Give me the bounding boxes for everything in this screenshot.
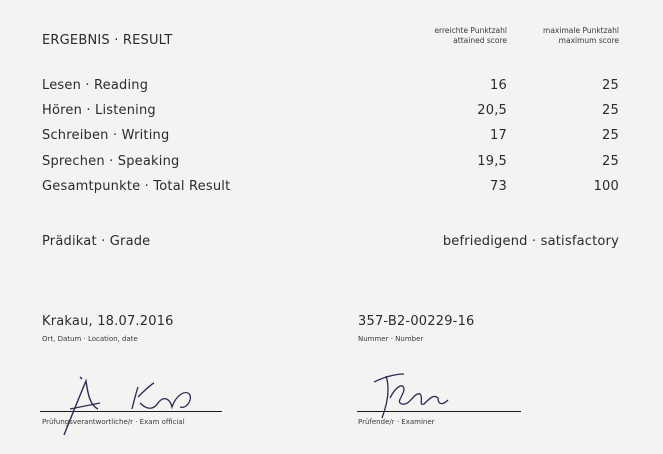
row-attained-total: 73 (490, 179, 507, 194)
row-max-listening: 25 (602, 103, 619, 118)
examiner-signature-caption: Prüfende/r · Examiner (358, 418, 435, 426)
place-date-value: Krakau, 18.07.2016 (42, 314, 174, 329)
grade-label: Prädikat · Grade (42, 234, 151, 249)
official-signature-caption: Prüfungsverantwortliche/r · Exam official (42, 418, 185, 426)
row-attained-reading: 16 (490, 78, 507, 93)
row-label-reading: Lesen · Reading (42, 78, 149, 93)
row-attained-listening: 20,5 (477, 103, 507, 118)
row-max-writing: 25 (602, 128, 619, 143)
place-date-caption: Ort, Datum · Location, date (42, 335, 138, 343)
row-max-reading: 25 (602, 78, 619, 93)
row-label-listening: Hören · Listening (42, 103, 156, 118)
row-label-total: Gesamtpunkte · Total Result (42, 179, 231, 194)
row-attained-writing: 17 (490, 128, 507, 143)
row-attained-speaking: 19,5 (477, 154, 507, 169)
row-max-speaking: 25 (602, 154, 619, 169)
row-label-writing: Schreiben · Writing (42, 128, 170, 143)
official-signature (40, 365, 240, 445)
result-heading: ERGEBNIS · RESULT (42, 33, 173, 48)
attained-score-header: erreichte Punktzahl attained score (434, 26, 507, 45)
row-max-total: 100 (593, 179, 619, 194)
row-label-speaking: Sprechen · Speaking (42, 154, 180, 169)
grade-value: befriedigend · satisfactory (442, 234, 619, 249)
maximum-score-header: maximale Punktzahl maximum score (543, 26, 619, 45)
certificate-number-caption: Nummer · Number (358, 335, 424, 343)
certificate-number-value: 357-B2-00229-16 (358, 314, 475, 329)
